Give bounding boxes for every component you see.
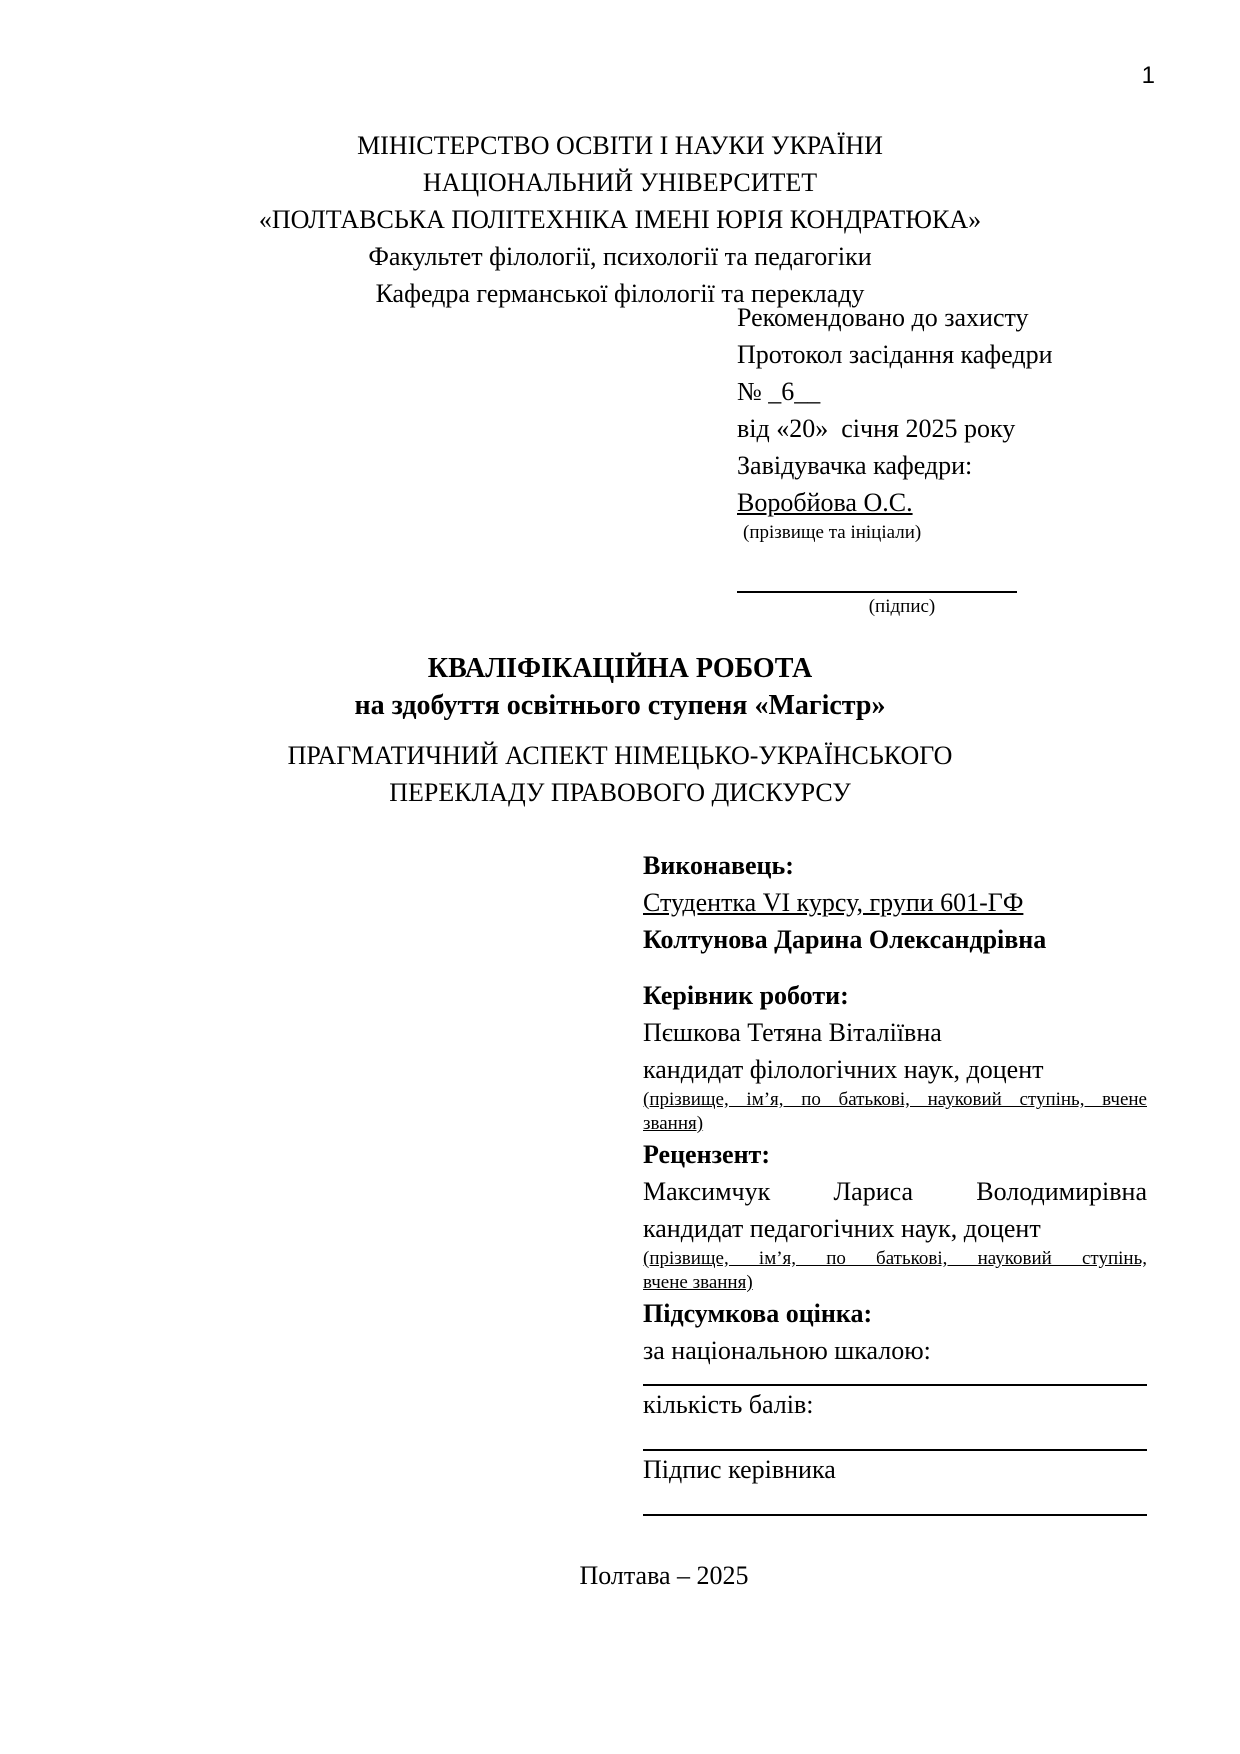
thesis-title-line1: ПРАГМАТИЧНИЙ АСПЕКТ НІМЕЦЬКО-УКРАЇНСЬКОГО [287, 741, 953, 770]
signature-hint: (підпис) [868, 596, 936, 617]
thesis-title-line2: ПЕРЕКЛАДУ ПРАВОВОГО ДИСКУРСУ [389, 778, 851, 807]
faculty-line: Факультет філології, психології та педагогіки [368, 242, 872, 271]
approval-recommended: Рекомендовано до захисту [737, 303, 1029, 332]
reviewer-section [643, 1136, 1147, 1295]
approval-protocol-number: № _6__ [737, 377, 821, 406]
executor-student-line: Студентка VI курсу, групи 601-ГФ [643, 888, 1024, 917]
name-hint: (прізвище та ініціали) [743, 522, 922, 543]
supervisor-degree: кандидат філологічних наук, доцент [643, 1055, 1044, 1084]
department-line: Кафедра германської філології та перекладу [375, 279, 865, 308]
executor-section [643, 847, 1147, 958]
supervisor-section [643, 977, 1147, 1136]
reviewer-degree: кандидат педагогічних наук, доцент [643, 1214, 1041, 1243]
credits-column [643, 847, 1147, 1516]
points-label: кількість балів: [643, 1390, 814, 1419]
supervisor-label: Керівник роботи: [643, 981, 849, 1010]
approval-block [737, 299, 1067, 619]
reviewer-hint-line1: (прізвище, ім’я, по батькові, науковий ступінь, [643, 1248, 1147, 1269]
grade-section [643, 1295, 1147, 1516]
page-number: 1 [1141, 62, 1155, 89]
approval-date: від «20» січня 2025 року [737, 414, 1016, 443]
supervisor-hint-line2: звання) [643, 1113, 704, 1134]
executor-name: Колтунова Дарина Олександрівна [643, 925, 1047, 954]
work-type-title: КВАЛІФІКАЦІЙНА РОБОТА [427, 653, 813, 684]
signature-line [737, 591, 1017, 593]
executor-label: Виконавець: [643, 851, 794, 880]
supervisor-signature-blank-line [643, 1514, 1147, 1516]
supervisor-name: Пєшкова Тетяна Віталіївна [643, 1018, 942, 1047]
supervisor-hint-line1: (прізвище, ім’я, по батькові, науковий ступінь, вчене [643, 1089, 1147, 1110]
department-head-name: Воробйова О.С. [737, 488, 913, 517]
ministry-line: МІНІСТЕРСТВО ОСВІТИ І НАУКИ УКРАЇНИ [357, 131, 883, 160]
city-year-line: Полтава – 2025 [579, 1561, 749, 1590]
reviewer-name: Максимчук Лариса Володимирівна [643, 1177, 1147, 1206]
title-block [93, 650, 1147, 811]
approval-protocol: Протокол засідання кафедри [737, 340, 1053, 369]
reviewer-label: Рецензент: [643, 1140, 770, 1169]
reviewer-hint-line2: вчене звання) [643, 1272, 753, 1293]
department-head-label: Завідувачка кафедри: [737, 451, 973, 480]
university-header [93, 127, 1147, 312]
university-line: НАЦІОНАЛЬНИЙ УНІВЕРСИТЕТ [422, 168, 818, 197]
thesis-title [93, 737, 1147, 811]
national-scale-label: за національною шкалою: [643, 1336, 931, 1365]
degree-line: на здобуття освітнього ступеня «Магістр» [354, 690, 886, 721]
university-name-line: «ПОЛТАВСЬКА ПОЛІТЕХНІКА ІМЕНІ ЮРІЯ КОНДРАТЮКА» [258, 205, 982, 234]
final-grade-label: Підсумкова оцінка: [643, 1299, 873, 1328]
supervisor-signature-label: Підпис керівника [643, 1455, 836, 1484]
